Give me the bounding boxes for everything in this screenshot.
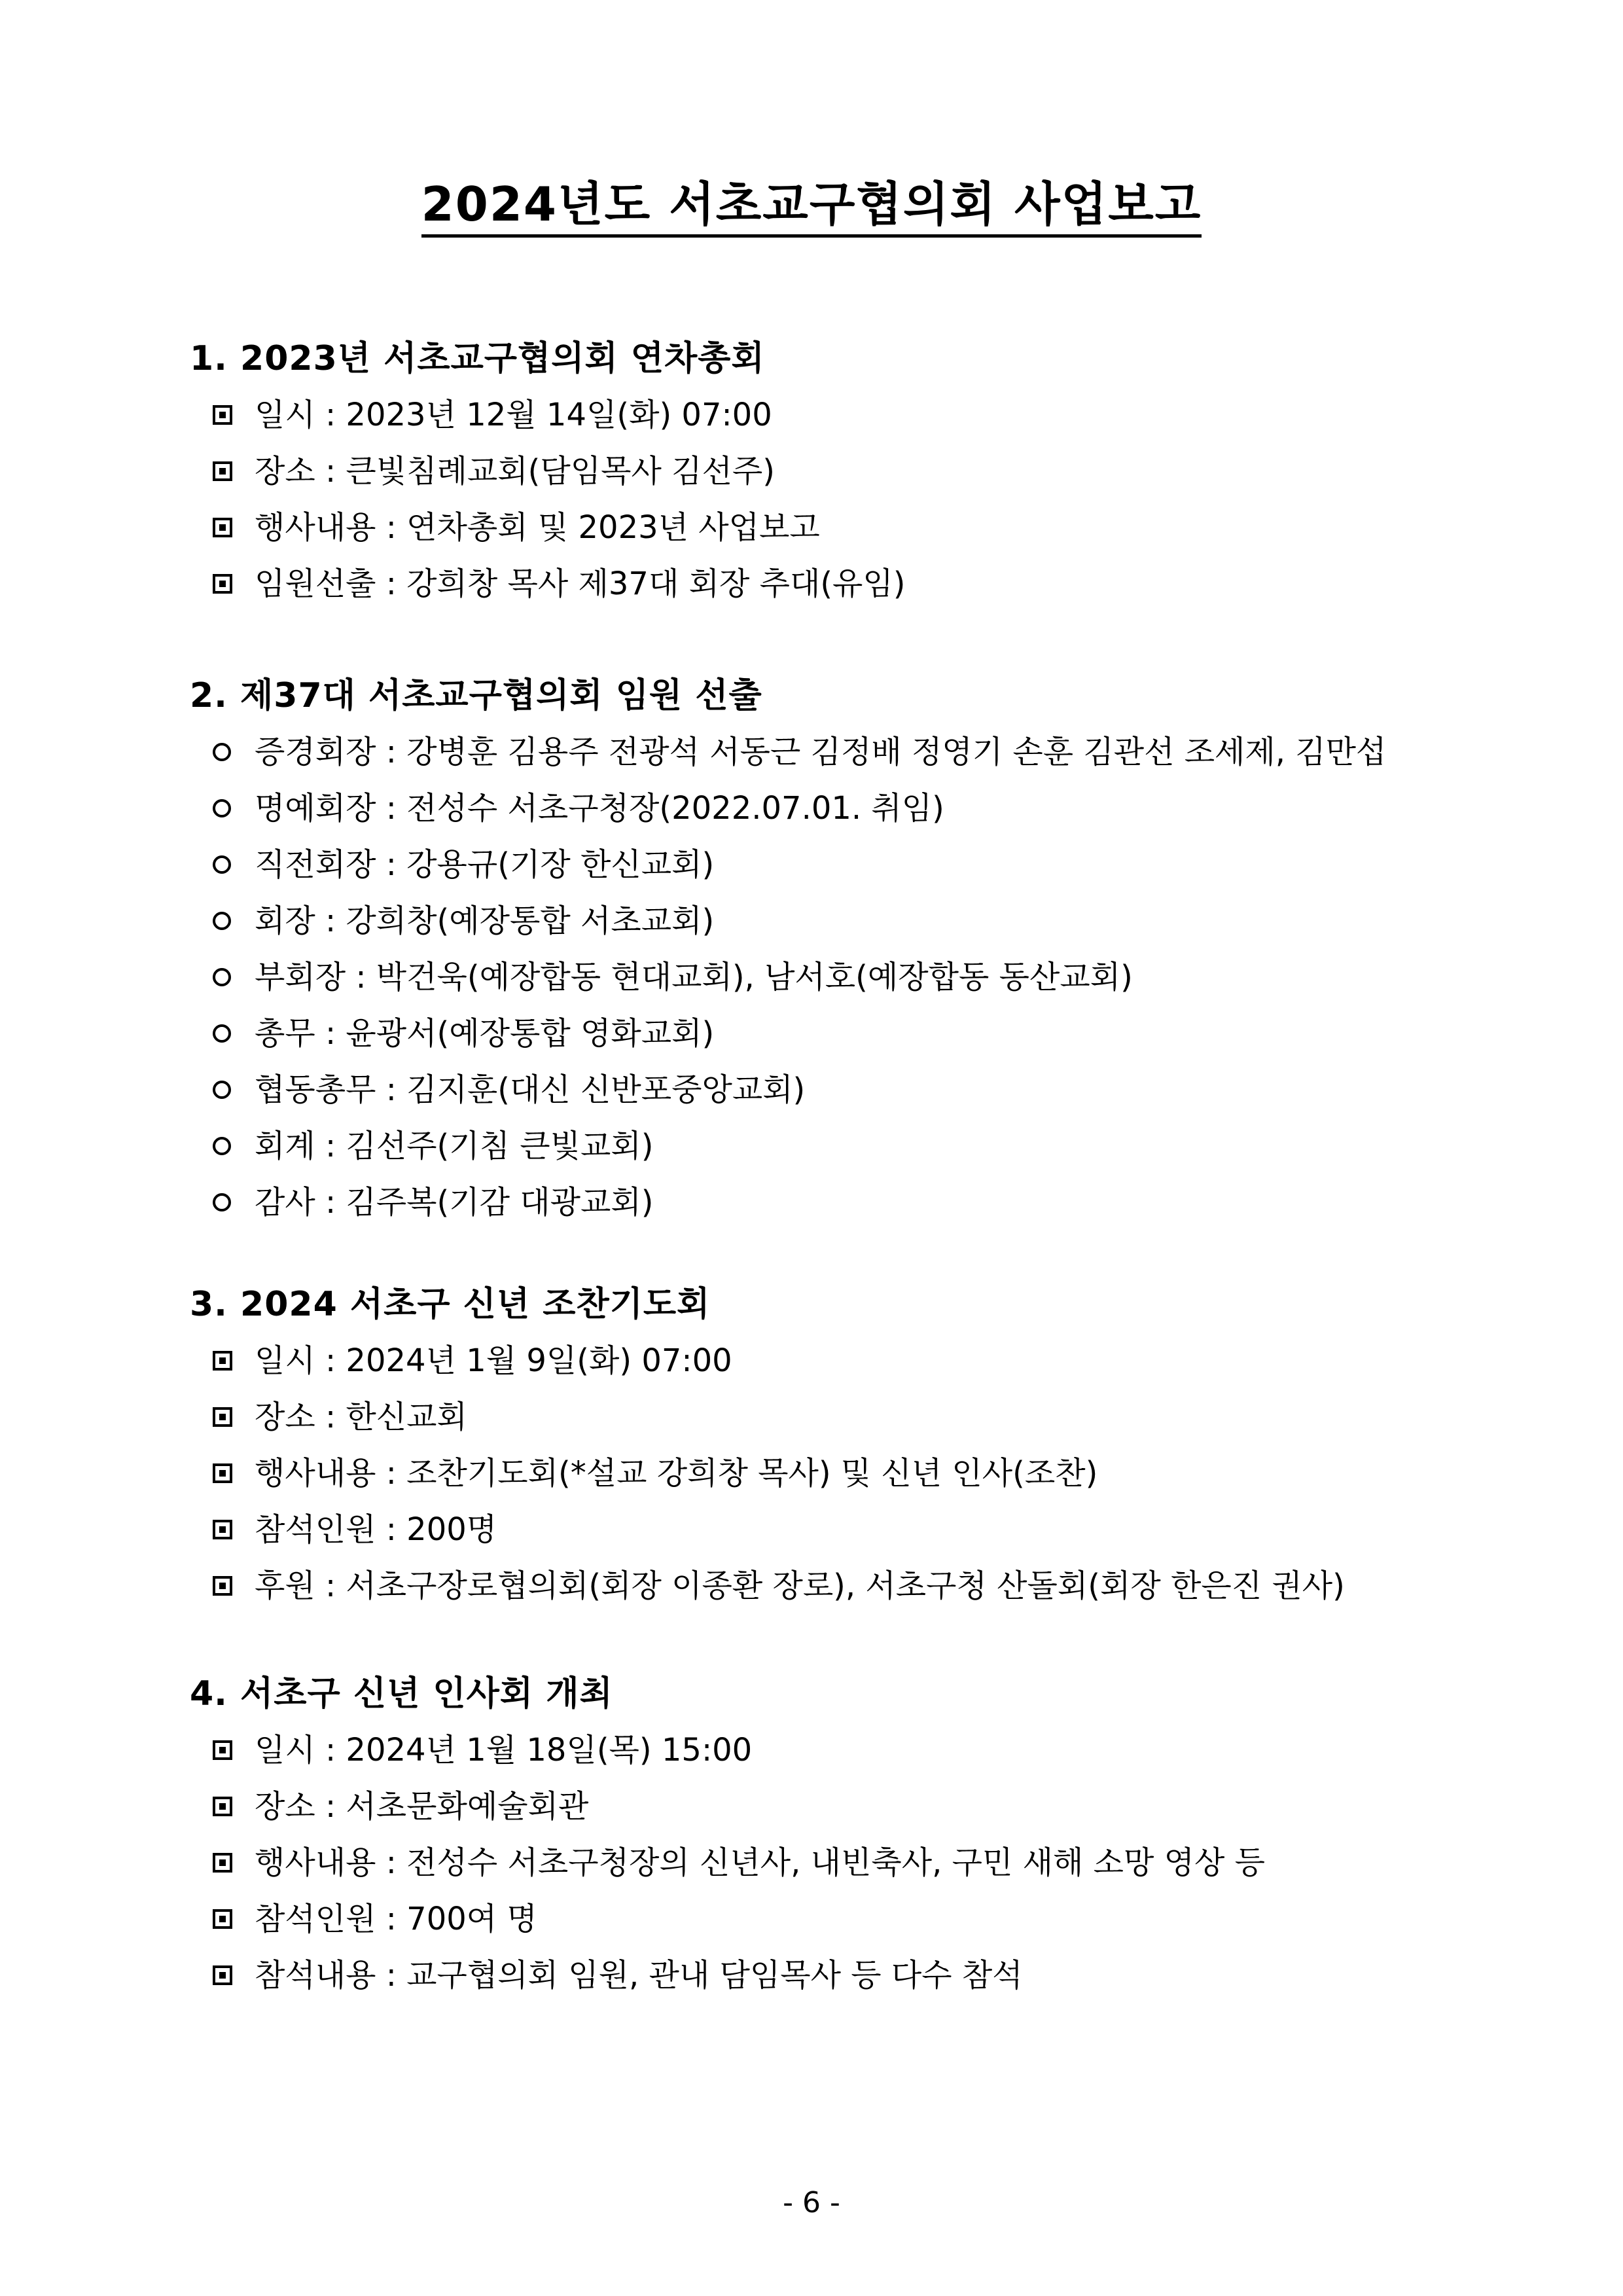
circle-bullet-icon (213, 855, 231, 874)
square-bullet-icon (213, 574, 232, 594)
circle-bullet-icon (213, 1193, 231, 1211)
list-item-text: 일시 : 2023년 12월 14일(화) 07:00 (255, 397, 772, 433)
square-bullet-icon (213, 1965, 232, 1985)
list-item-text: 장소 : 한신교회 (255, 1399, 467, 1435)
list-item (190, 1118, 1499, 1174)
list-item-text: 협동총무 : 김지훈(대신 신반포중앙교회) (255, 1071, 806, 1108)
list-item (190, 1062, 1499, 1118)
list-item (190, 1501, 1499, 1558)
square-bullet-icon (213, 1576, 232, 1596)
square-bullet-icon (213, 1463, 232, 1483)
list-item (190, 1947, 1499, 2003)
list-item (190, 1445, 1499, 1501)
circle-bullet-icon (213, 1137, 231, 1155)
list-item (190, 949, 1499, 1005)
square-bullet-icon (213, 518, 232, 537)
section-officer-election (190, 668, 1499, 1230)
list-item-text: 직전회장 : 강용규(기장 한신교회) (255, 846, 715, 883)
square-bullet-icon (213, 1797, 232, 1816)
circle-bullet-icon (213, 912, 231, 930)
list-item-text: 참석인원 : 200명 (255, 1511, 497, 1548)
list-item (190, 443, 1499, 499)
list-item-text: 일시 : 2024년 1월 18일(목) 15:00 (255, 1732, 753, 1768)
list-item (190, 1778, 1499, 1835)
circle-bullet-icon (213, 799, 231, 817)
square-bullet-icon (213, 1520, 232, 1539)
section-heading: 1. 2023년 서초교구협의회 연차총회 (190, 339, 765, 378)
page-number: - 6 - (783, 2186, 840, 2219)
document-title (0, 177, 1623, 238)
square-bullet-icon (213, 1407, 232, 1427)
square-bullet-icon (213, 461, 232, 481)
list-item-text: 장소 : 큰빛침례교회(담임목사 김선주) (255, 453, 775, 490)
section-heading: 2. 제37대 서초교구협의회 임원 선출 (190, 676, 762, 715)
section-new-year-reception (190, 1666, 1499, 2003)
list-item-text: 행사내용 : 조찬기도회(*설교 강희창 목사) 및 신년 인사(조찬) (255, 1455, 1098, 1492)
list-item-text: 회계 : 김선주(기침 큰빛교회) (255, 1128, 654, 1164)
list-item-text: 회장 : 강희창(예장통합 서초교회) (255, 903, 715, 939)
list-item (190, 1389, 1499, 1445)
square-bullet-icon (213, 1740, 232, 1760)
list-item (190, 556, 1499, 612)
circle-bullet-icon (213, 1081, 231, 1099)
list-item (190, 724, 1499, 780)
list-item (190, 836, 1499, 893)
list-item-text: 명예회장 : 전성수 서초구청장(2022.07.01. 취임) (255, 790, 944, 827)
list-item-text: 감사 : 김주복(기감 대광교회) (255, 1184, 654, 1221)
document-title-text: 2024년도 서초교구협의회 사업보고 (421, 179, 1202, 238)
list-item (190, 1174, 1499, 1230)
list-item (190, 1722, 1499, 1778)
list-item-text: 일시 : 2024년 1월 9일(화) 07:00 (255, 1342, 732, 1379)
list-item-text: 행사내용 : 연차총회 및 2023년 사업보고 (255, 509, 820, 546)
list-item-text: 참석내용 : 교구협의회 임원, 관내 담임목사 등 다수 참석 (255, 1957, 1023, 1994)
list-item (190, 893, 1499, 949)
square-bullet-icon (213, 1351, 232, 1371)
list-item (190, 499, 1499, 556)
list-item (190, 1005, 1499, 1062)
list-item (190, 780, 1499, 836)
square-bullet-icon (213, 405, 232, 425)
list-item-text: 부회장 : 박건욱(예장합동 현대교회), 남서호(예장합동 동산교회) (255, 959, 1133, 996)
list-item (190, 387, 1499, 443)
list-item (190, 1891, 1499, 1947)
section-heading: 3. 2024 서초구 신년 조찬기도회 (190, 1285, 711, 1324)
list-item-text: 후원 : 서초구장로협의회(회장 이종환 장로), 서초구청 산돌회(회장 한은진 권사) (255, 1568, 1345, 1604)
list-item-text: 장소 : 서초문화예술회관 (255, 1788, 589, 1825)
list-item-text: 증경회장 : 강병훈 김용주 전광석 서동근 김정배 정영기 손훈 김관선 조세제, 김만섭 (255, 734, 1387, 770)
circle-bullet-icon (213, 743, 231, 761)
list-item (190, 1835, 1499, 1891)
section-annual-meeting (190, 331, 1499, 612)
square-bullet-icon (213, 1909, 232, 1929)
square-bullet-icon (213, 1853, 232, 1873)
circle-bullet-icon (213, 1024, 231, 1043)
list-item (190, 1333, 1499, 1389)
circle-bullet-icon (213, 968, 231, 986)
section-prayer-breakfast (190, 1276, 1499, 1614)
list-item-text: 총무 : 윤광서(예장통합 영화교회) (255, 1015, 715, 1052)
section-heading: 4. 서초구 신년 인사회 개최 (190, 1674, 613, 1713)
list-item (190, 1558, 1499, 1614)
list-item-text: 행사내용 : 전성수 서초구청장의 신년사, 내빈축사, 구민 새해 소망 영상 등 (255, 1844, 1265, 1881)
list-item-text: 참석인원 : 700여 명 (255, 1901, 537, 1937)
list-item-text: 임원선출 : 강희창 목사 제37대 회장 추대(유임) (255, 565, 906, 602)
